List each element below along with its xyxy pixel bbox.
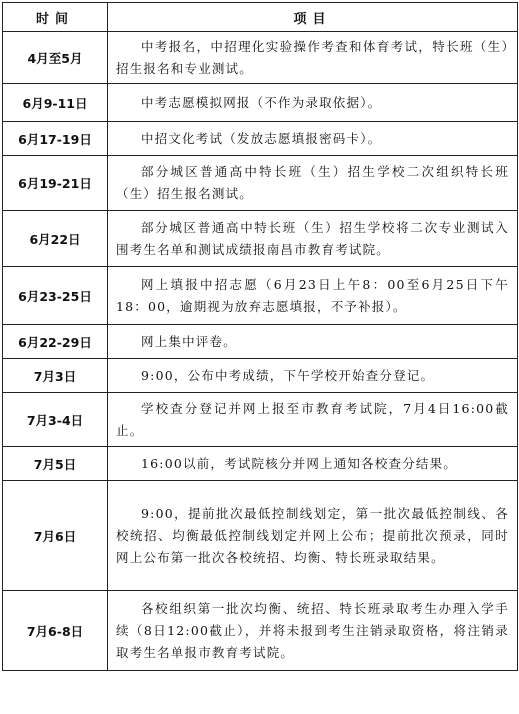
row-item: 中招文化考试（发放志愿填报密码卡）。 (108, 122, 518, 156)
row-time: 6月17-19日 (3, 122, 108, 156)
row-time: 6月19-21日 (3, 156, 108, 211)
row-time: 7月6-8日 (3, 591, 108, 671)
header-row (3, 3, 518, 32)
row-item: 9:00，公布中考成绩，下午学校开始查分登记。 (108, 359, 518, 393)
row-item: 9:00，提前批次最低控制线划定，第一批次最低控制线、各校统招、均衡最低控制线划定并网上公布；提前批次预录，同时网上公布第一批次各校统招、均衡、特长班录取结果。 (108, 481, 518, 591)
table-row (3, 447, 518, 481)
row-time: 6月22-29日 (3, 325, 108, 359)
table-row (3, 211, 518, 267)
table-row (3, 122, 518, 156)
table-row (3, 84, 518, 122)
row-item: 中考志愿模拟网报（不作为录取依据）。 (108, 84, 518, 122)
header-time: 时间 (3, 3, 108, 32)
table-row (3, 481, 518, 591)
table-row (3, 359, 518, 393)
row-item: 各校组织第一批次均衡、统招、特长班录取考生办理入学手续（8日12:00截止），并将未报到考生注销录取资格，将注销录取考生名单报市教育考试院。 (108, 591, 518, 671)
row-time: 7月3-4日 (3, 393, 108, 447)
row-item: 网上填报中招志愿（6月23日上午8：00至6月25日下午18：00，逾期视为放弃志愿填报，不予补报）。 (108, 267, 518, 325)
header-item: 项目 (108, 3, 518, 32)
row-time: 7月5日 (3, 447, 108, 481)
row-time: 7月6日 (3, 481, 108, 591)
row-item: 16:00以前，考试院核分并网上通知各校查分结果。 (108, 447, 518, 481)
table-row (3, 393, 518, 447)
table-row (3, 591, 518, 671)
row-time: 7月3日 (3, 359, 108, 393)
table-row (3, 32, 518, 84)
row-item: 网上集中评卷。 (108, 325, 518, 359)
row-time: 4月至5月 (3, 32, 108, 84)
row-time: 6月9-11日 (3, 84, 108, 122)
schedule-table (2, 2, 518, 671)
row-item: 部分城区普通高中特长班（生）招生学校二次组织特长班（生）招生报名测试。 (108, 156, 518, 211)
row-time: 6月22日 (3, 211, 108, 267)
row-time: 6月23-25日 (3, 267, 108, 325)
row-item: 中考报名，中招理化实验操作考查和体育考试，特长班（生）招生报名和专业测试。 (108, 32, 518, 84)
row-item: 部分城区普通高中特长班（生）招生学校将二次专业测试入围考生名单和测试成绩报南昌市教育考试院。 (108, 211, 518, 267)
table-row (3, 267, 518, 325)
row-item: 学校查分登记并网上报至市教育考试院，7月4日16:00截止。 (108, 393, 518, 447)
table-row (3, 325, 518, 359)
table-row (3, 156, 518, 211)
